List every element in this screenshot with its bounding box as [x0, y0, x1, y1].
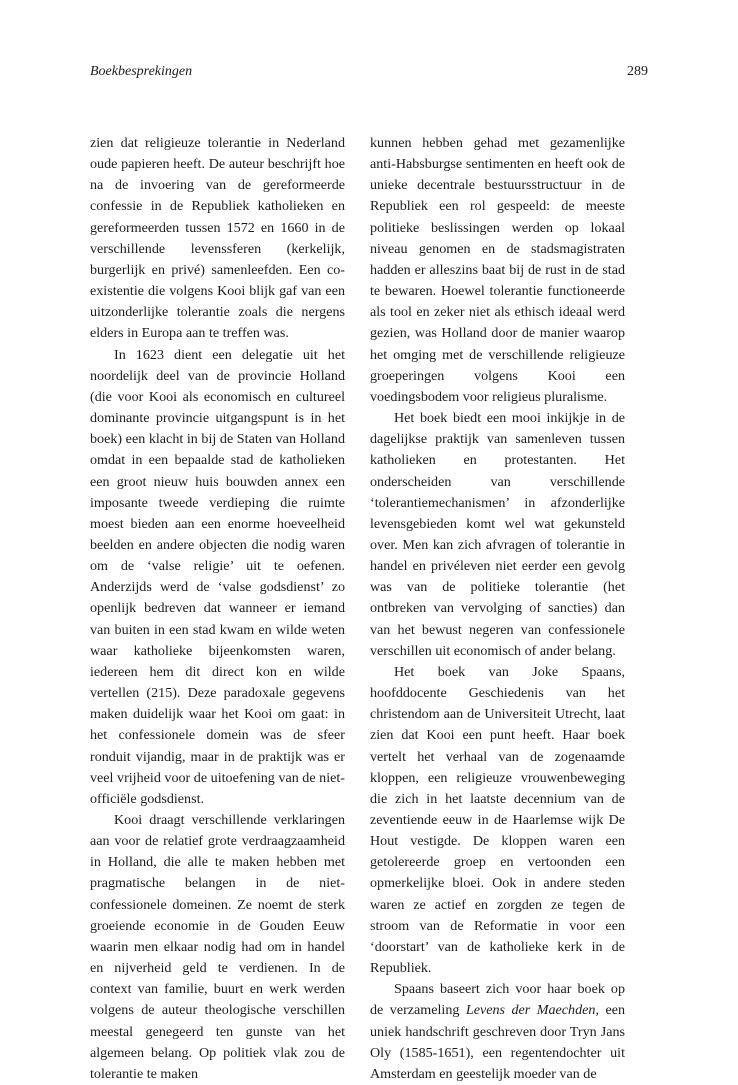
running-title: Boekbesprekingen: [90, 64, 193, 79]
left-paragraph-1: zien dat religieuze tolerantie in Nederland oude papieren heeft. De auteur beschrijft hoe na de invoering van de gereformeerde confessie in de Republiek katholieken en gereformeerden tussen 1572 en 1660 in de verschillende levenssferen (kerkelijk, burgerlijk en privé) samenleefden. Een co-existentie die volgens Kooi blijk gaf van een uitzonderlijke tolerantie zoals die nergens elders in Europa aan te treffen was.: [90, 135, 345, 342]
left-column: [90, 133, 345, 1085]
right-paragraph-4: [370, 979, 625, 1085]
running-head: [90, 64, 648, 84]
left-paragraph-2: In 1623 dient een delegatie uit het noordelijk deel van de provincie Holland (die voor Kooi als economisch en cultureel dominante provincie uitgangspunt is in het boek) een klacht in bij de Staten van Holland omdat in een bepaalde stad de katholieken een groot nieuw huis bouwden annex een imposante tweede verdieping die ruimte moest bieden aan een enorme hoeveelheid beelden en andere objecten die nodig waren om de ‘valse religie’ uit te oefenen. Anderzijds werd de ‘valse godsdienst’ zo openlijk bedreven dat wanneer er iemand van buiten in een stad kwam en wilde weten waar katholieke bijeenkomsten waren, iedereen hem dit direct kon en wilde vertellen (215). Deze paradoxale gegevens maken duidelijk waar het Kooi om gaat: in het confessionele domein was de sfeer ronduit vijandig, maar in de praktijk was er veel vrijheid voor de uitoefening van de niet-officiële godsdienst.: [90, 346, 345, 807]
right-paragraph-2: Het boek biedt een mooi inkijkje in de dagelijkse praktijk van samenleven tussen katholieken en protestanten. Het onderscheiden van verschillende ‘tolerantiemechanismen’ in afzonderlijke levensgebieden komt wel wat gekunsteld over. Men kan zich afvragen of tolerantie in handel en privéleven niet eerder een gevolg was van de politieke tolerantie (het ontbreken van vervolging of sancties) dan van het bewust negeren van confessionele verschillen uit economisch of ander belang.: [370, 410, 625, 659]
page-number: 289: [627, 64, 648, 79]
left-paragraph-3: Kooi draagt verschillende verklaringen aan voor de relatief grote verdraagzaamheid in Holland, die alle te maken hebben met pragmatische belangen in de niet-confessionele domeinen. Ze noemt de sterk groeiende economie in de Gouden Eeuw waarin men elkaar nodig had om in handel en nijverheid geld te verdienen. In de context van familie, buurt en werk werden volgens de auteur theologische verschillen meestal genegeerd ten gunste van het algemeen belang. Op politiek vlak zou de tolerantie te maken: [90, 812, 345, 1082]
right-paragraph-3: Het boek van Joke Spaans, hoofddocente Geschiedenis van het christendom aan de Universiteit Utrecht, laat zien dat Kooi een punt heeft. Haar boek vertelt het verhaal van de zogenaamde kloppen, een religieuze vrouwenbeweging die zich in het laatste decennium van de zeventiende eeuw in de Haarlemse wijk De Hout vestigde. De kloppen waren een getolereerde groep en vertoonden een opmerkelijke bloei. Ook in andere steden waren ze actief en zorgden ze tegen de stroom van de Reformatie in voor een ‘doorstart’ van de katholieke kerk in de Republiek.: [370, 663, 625, 977]
book-title-levens-der-maechden: Levens der Maechden: [465, 1002, 596, 1019]
right-paragraph-4-rest: , een uniek handschrift geschreven door Tryn Jans Oly (1585-1651), een regentendochter uit Amsterdam en geestelijk moeder van de: [370, 1002, 626, 1082]
right-column: [370, 133, 625, 1085]
right-paragraph-4-lead: Spaans baseert zich voor haar boek op de verzameling: [370, 981, 625, 1019]
right-paragraph-1: kunnen hebben gehad met gezamenlijke anti-Habsburgse sentimenten en heeft ook de unieke decentrale bestuursstructuur in de Republiek een rol gespeeld: de meeste politieke beslissingen werden op lokaal niveau genomen en de stadsmagistraten hadden er alleszins baat bij de rust in de stad te bewaren. Hoewel tolerantie functioneerde als tool en zeker niet als ethisch ideaal werd gezien, was Holland door de manier waarop het omging met de verschillende religieuze groeperingen volgens Kooi een voedingsbodem voor religieus pluralisme.: [370, 135, 625, 405]
